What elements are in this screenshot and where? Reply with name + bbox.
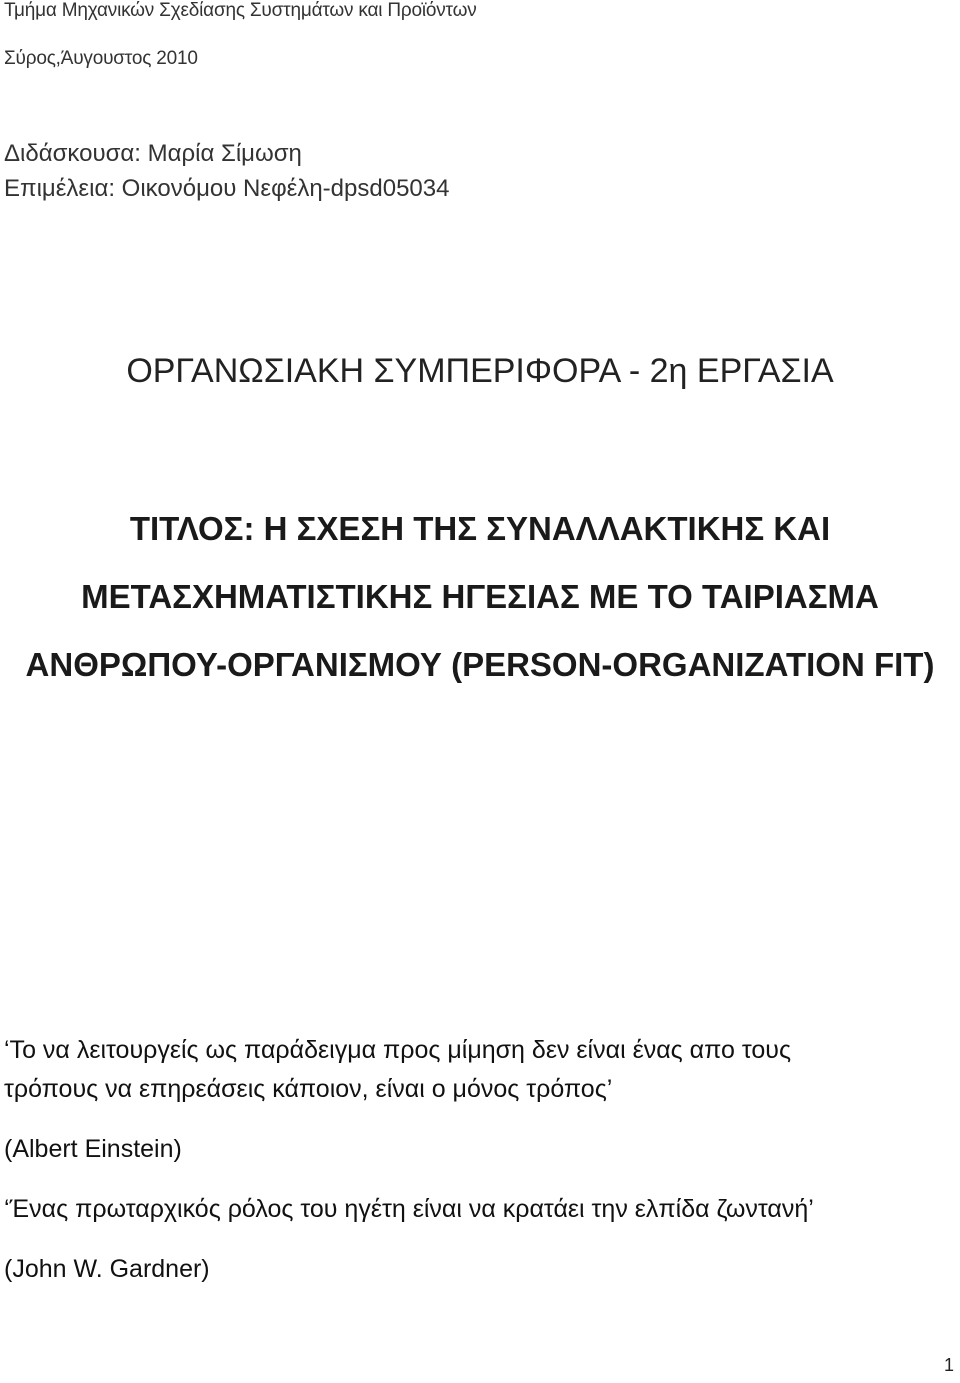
editor-line: Επιμέλεια: Οικονόμου Νεφέλη-dpsd05034: [4, 175, 450, 202]
place-date-line: Σύρος,Άυγουστος 2010: [4, 48, 198, 69]
paper-title-line-3: ΑΝΘΡΩΠΟΥ-ΟΡΓΑΝΙΣΜΟΥ (PERSON-ORGANIZATION FIT): [25, 646, 935, 683]
page-number: 1: [943, 1355, 954, 1375]
quote-1-line-2: τρόπους να επηρεάσεις κάποιον, είναι ο μόνος τρόπος’: [4, 1075, 613, 1103]
quote-1-author: (Albert Einstein): [4, 1135, 182, 1163]
quote-2-author: (John W. Gardner): [4, 1255, 210, 1283]
instructor-line: Διδάσκουσα: Μαρία Σίμωση: [4, 140, 302, 167]
quote-1-line-1: ‘Το να λειτουργείς ως παράδειγμα προς μίμηση δεν είναι ένας απο τους: [4, 1036, 791, 1064]
course-title: ΟΡΓΑΝΩΣΙΑΚΗ ΣΥΜΠΕΡΙΦΟΡΑ - 2η ΕΡΓΑΣΙΑ: [126, 352, 834, 390]
quote-2-line-1: ‘Ένας πρωταρχικός ρόλος του ηγέτη είναι να κρατάει την ελπίδα ζωντανή’: [4, 1195, 814, 1223]
paper-title-line-2: ΜΕΤΑΣΧΗΜΑΤΙΣΤΙΚΗΣ ΗΓΕΣΙΑΣ ΜΕ ΤΟ ΤΑΙΡΙΑΣΜΑ: [81, 578, 879, 615]
paper-title-line-1: ΤΙΤΛΟΣ: Η ΣΧΕΣΗ ΤΗΣ ΣΥΝΑΛΛΑΚΤΙΚΗΣ ΚΑΙ: [129, 510, 831, 547]
department-line: Τμήμα Μηχανικών Σχεδίασης Συστημάτων και Προϊόντων: [4, 0, 477, 21]
